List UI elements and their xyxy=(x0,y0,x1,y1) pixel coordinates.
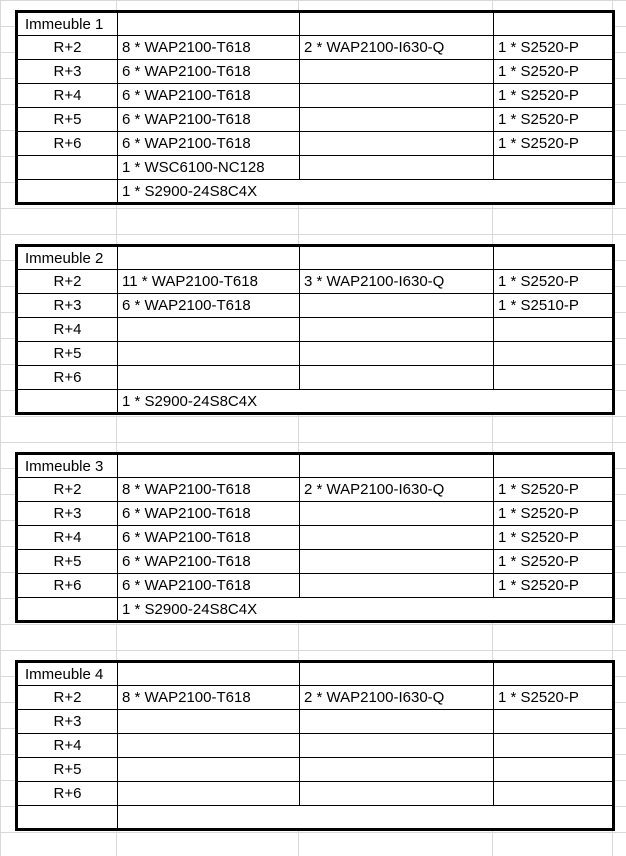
table-row xyxy=(17,36,614,60)
table-row xyxy=(17,526,614,550)
table-row xyxy=(17,710,614,734)
access-point-cell[interactable] xyxy=(118,366,300,390)
building-table-2 xyxy=(15,244,615,415)
access-point-cell[interactable] xyxy=(118,710,300,734)
floor-cell[interactable]: R+5 xyxy=(17,342,118,366)
cell[interactable] xyxy=(300,662,494,686)
access-point-cell[interactable]: 6 * WAP2100-T618 xyxy=(118,294,300,318)
switch-cell[interactable]: 1 * S2520-P xyxy=(494,502,614,526)
access-point-cell[interactable] xyxy=(118,758,300,782)
switch-cell[interactable] xyxy=(494,318,614,342)
floor-cell[interactable]: R+3 xyxy=(17,710,118,734)
floor-cell[interactable]: R+3 xyxy=(17,502,118,526)
table-row xyxy=(17,294,614,318)
building-title[interactable]: Immeuble 3 xyxy=(17,454,118,478)
access-point-cell[interactable]: 2 * WAP2100-I630-Q xyxy=(300,36,494,60)
core-switch-cell[interactable]: 1 * S2900-24S8C4X xyxy=(118,598,614,622)
floor-cell[interactable]: R+3 xyxy=(17,294,118,318)
building-title[interactable]: Immeuble 4 xyxy=(17,662,118,686)
building-table-1 xyxy=(15,10,615,205)
switch-cell[interactable]: 1 * S2520-P xyxy=(494,60,614,84)
floor-cell[interactable]: R+2 xyxy=(17,36,118,60)
cell[interactable] xyxy=(17,390,118,414)
cell[interactable] xyxy=(494,246,614,270)
building-table-3 xyxy=(15,452,615,623)
switch-cell[interactable]: 1 * S2520-P xyxy=(494,270,614,294)
access-point-cell[interactable] xyxy=(300,108,494,132)
access-point-cell[interactable] xyxy=(300,782,494,806)
table-row xyxy=(17,502,614,526)
access-point-cell[interactable]: 8 * WAP2100-T618 xyxy=(118,686,300,710)
floor-cell[interactable]: R+4 xyxy=(17,84,118,108)
access-point-cell[interactable]: 6 * WAP2100-T618 xyxy=(118,84,300,108)
access-point-cell[interactable]: 3 * WAP2100-I630-Q xyxy=(300,270,494,294)
floor-cell[interactable] xyxy=(17,156,118,180)
access-point-cell[interactable] xyxy=(300,574,494,598)
switch-cell[interactable] xyxy=(494,366,614,390)
cell[interactable] xyxy=(118,662,300,686)
table-row xyxy=(17,390,614,414)
table-row xyxy=(17,156,614,180)
access-point-cell[interactable] xyxy=(300,342,494,366)
cell[interactable] xyxy=(494,12,614,36)
access-point-cell[interactable]: 6 * WAP2100-T618 xyxy=(118,502,300,526)
access-point-cell[interactable] xyxy=(118,782,300,806)
cell[interactable] xyxy=(118,454,300,478)
cell[interactable] xyxy=(300,156,494,180)
building-title[interactable]: Immeuble 1 xyxy=(17,12,118,36)
cell[interactable] xyxy=(118,12,300,36)
switch-cell[interactable]: 1 * S2510-P xyxy=(494,294,614,318)
floor-cell[interactable]: R+2 xyxy=(17,686,118,710)
switch-cell[interactable] xyxy=(494,342,614,366)
controller-cell[interactable]: 1 * WSC6100-NC128 xyxy=(118,156,300,180)
floor-cell[interactable]: R+4 xyxy=(17,734,118,758)
switch-cell[interactable]: 1 * S2520-P xyxy=(494,108,614,132)
cell[interactable] xyxy=(17,598,118,622)
switch-cell[interactable]: 1 * S2520-P xyxy=(494,550,614,574)
table-row xyxy=(17,132,614,156)
switch-cell[interactable]: 1 * S2520-P xyxy=(494,686,614,710)
cell[interactable] xyxy=(17,806,118,830)
table-row xyxy=(17,246,614,270)
access-point-cell[interactable]: 2 * WAP2100-I630-Q xyxy=(300,686,494,710)
core-switch-cell[interactable]: 1 * S2900-24S8C4X xyxy=(118,180,614,204)
access-point-cell[interactable] xyxy=(118,318,300,342)
core-switch-cell[interactable] xyxy=(118,806,614,830)
access-point-cell[interactable]: 6 * WAP2100-T618 xyxy=(118,108,300,132)
floor-cell[interactable]: R+5 xyxy=(17,550,118,574)
access-point-cell[interactable] xyxy=(300,758,494,782)
table-row xyxy=(17,342,614,366)
floor-cell[interactable]: R+6 xyxy=(17,132,118,156)
cell[interactable] xyxy=(300,12,494,36)
cell[interactable] xyxy=(300,454,494,478)
access-point-cell[interactable]: 8 * WAP2100-T618 xyxy=(118,36,300,60)
table-row xyxy=(17,180,614,204)
table-row xyxy=(17,734,614,758)
floor-cell[interactable]: R+6 xyxy=(17,574,118,598)
floor-cell[interactable]: R+3 xyxy=(17,60,118,84)
access-point-cell[interactable] xyxy=(300,132,494,156)
cell[interactable] xyxy=(494,454,614,478)
switch-cell[interactable] xyxy=(494,758,614,782)
table-row xyxy=(17,478,614,502)
switch-cell[interactable]: 1 * S2520-P xyxy=(494,574,614,598)
access-point-cell[interactable]: 8 * WAP2100-T618 xyxy=(118,478,300,502)
cell[interactable] xyxy=(300,246,494,270)
building-table-4 xyxy=(15,660,615,831)
access-point-cell[interactable] xyxy=(118,342,300,366)
access-point-cell[interactable] xyxy=(300,84,494,108)
core-switch-cell[interactable]: 1 * S2900-24S8C4X xyxy=(118,390,614,414)
access-point-cell[interactable] xyxy=(118,734,300,758)
floor-cell[interactable]: R+2 xyxy=(17,478,118,502)
access-point-cell[interactable]: 6 * WAP2100-T618 xyxy=(118,132,300,156)
table-row xyxy=(17,758,614,782)
cell[interactable] xyxy=(494,662,614,686)
access-point-cell[interactable]: 2 * WAP2100-I630-Q xyxy=(300,478,494,502)
table-row xyxy=(17,318,614,342)
table-row xyxy=(17,662,614,686)
table-row xyxy=(17,60,614,84)
switch-cell[interactable]: 1 * S2520-P xyxy=(494,84,614,108)
table-row xyxy=(17,366,614,390)
building-title[interactable]: Immeuble 2 xyxy=(17,246,118,270)
switch-cell[interactable]: 1 * S2520-P xyxy=(494,36,614,60)
table-row xyxy=(17,108,614,132)
table-row xyxy=(17,686,614,710)
floor-cell[interactable]: R+5 xyxy=(17,108,118,132)
access-point-cell[interactable] xyxy=(300,318,494,342)
access-point-cell[interactable] xyxy=(300,366,494,390)
floor-cell[interactable]: R+6 xyxy=(17,782,118,806)
table-row xyxy=(17,270,614,294)
access-point-cell[interactable]: 6 * WAP2100-T618 xyxy=(118,60,300,84)
table-row xyxy=(17,454,614,478)
access-point-cell[interactable] xyxy=(300,734,494,758)
switch-cell[interactable]: 1 * S2520-P xyxy=(494,132,614,156)
access-point-cell[interactable] xyxy=(300,526,494,550)
table-row xyxy=(17,574,614,598)
cell[interactable] xyxy=(494,156,614,180)
table-row xyxy=(17,84,614,108)
cell[interactable] xyxy=(118,246,300,270)
floor-cell[interactable]: R+5 xyxy=(17,758,118,782)
access-point-cell[interactable]: 6 * WAP2100-T618 xyxy=(118,526,300,550)
access-point-cell[interactable] xyxy=(300,710,494,734)
floor-cell[interactable]: R+4 xyxy=(17,526,118,550)
floor-cell[interactable]: R+2 xyxy=(17,270,118,294)
access-point-cell[interactable] xyxy=(300,294,494,318)
switch-cell[interactable]: 1 * S2520-P xyxy=(494,526,614,550)
access-point-cell[interactable]: 6 * WAP2100-T618 xyxy=(118,574,300,598)
table-row xyxy=(17,806,614,830)
access-point-cell[interactable]: 11 * WAP2100-T618 xyxy=(118,270,300,294)
access-point-cell[interactable] xyxy=(300,550,494,574)
table-row xyxy=(17,12,614,36)
floor-cell[interactable]: R+4 xyxy=(17,318,118,342)
floor-cell[interactable]: R+6 xyxy=(17,366,118,390)
table-row xyxy=(17,782,614,806)
switch-cell[interactable]: 1 * S2520-P xyxy=(494,478,614,502)
access-point-cell[interactable] xyxy=(300,60,494,84)
cell[interactable] xyxy=(17,180,118,204)
access-point-cell[interactable]: 6 * WAP2100-T618 xyxy=(118,550,300,574)
switch-cell[interactable] xyxy=(494,710,614,734)
access-point-cell[interactable] xyxy=(300,502,494,526)
switch-cell[interactable] xyxy=(494,782,614,806)
table-row xyxy=(17,550,614,574)
switch-cell[interactable] xyxy=(494,734,614,758)
table-row xyxy=(17,598,614,622)
